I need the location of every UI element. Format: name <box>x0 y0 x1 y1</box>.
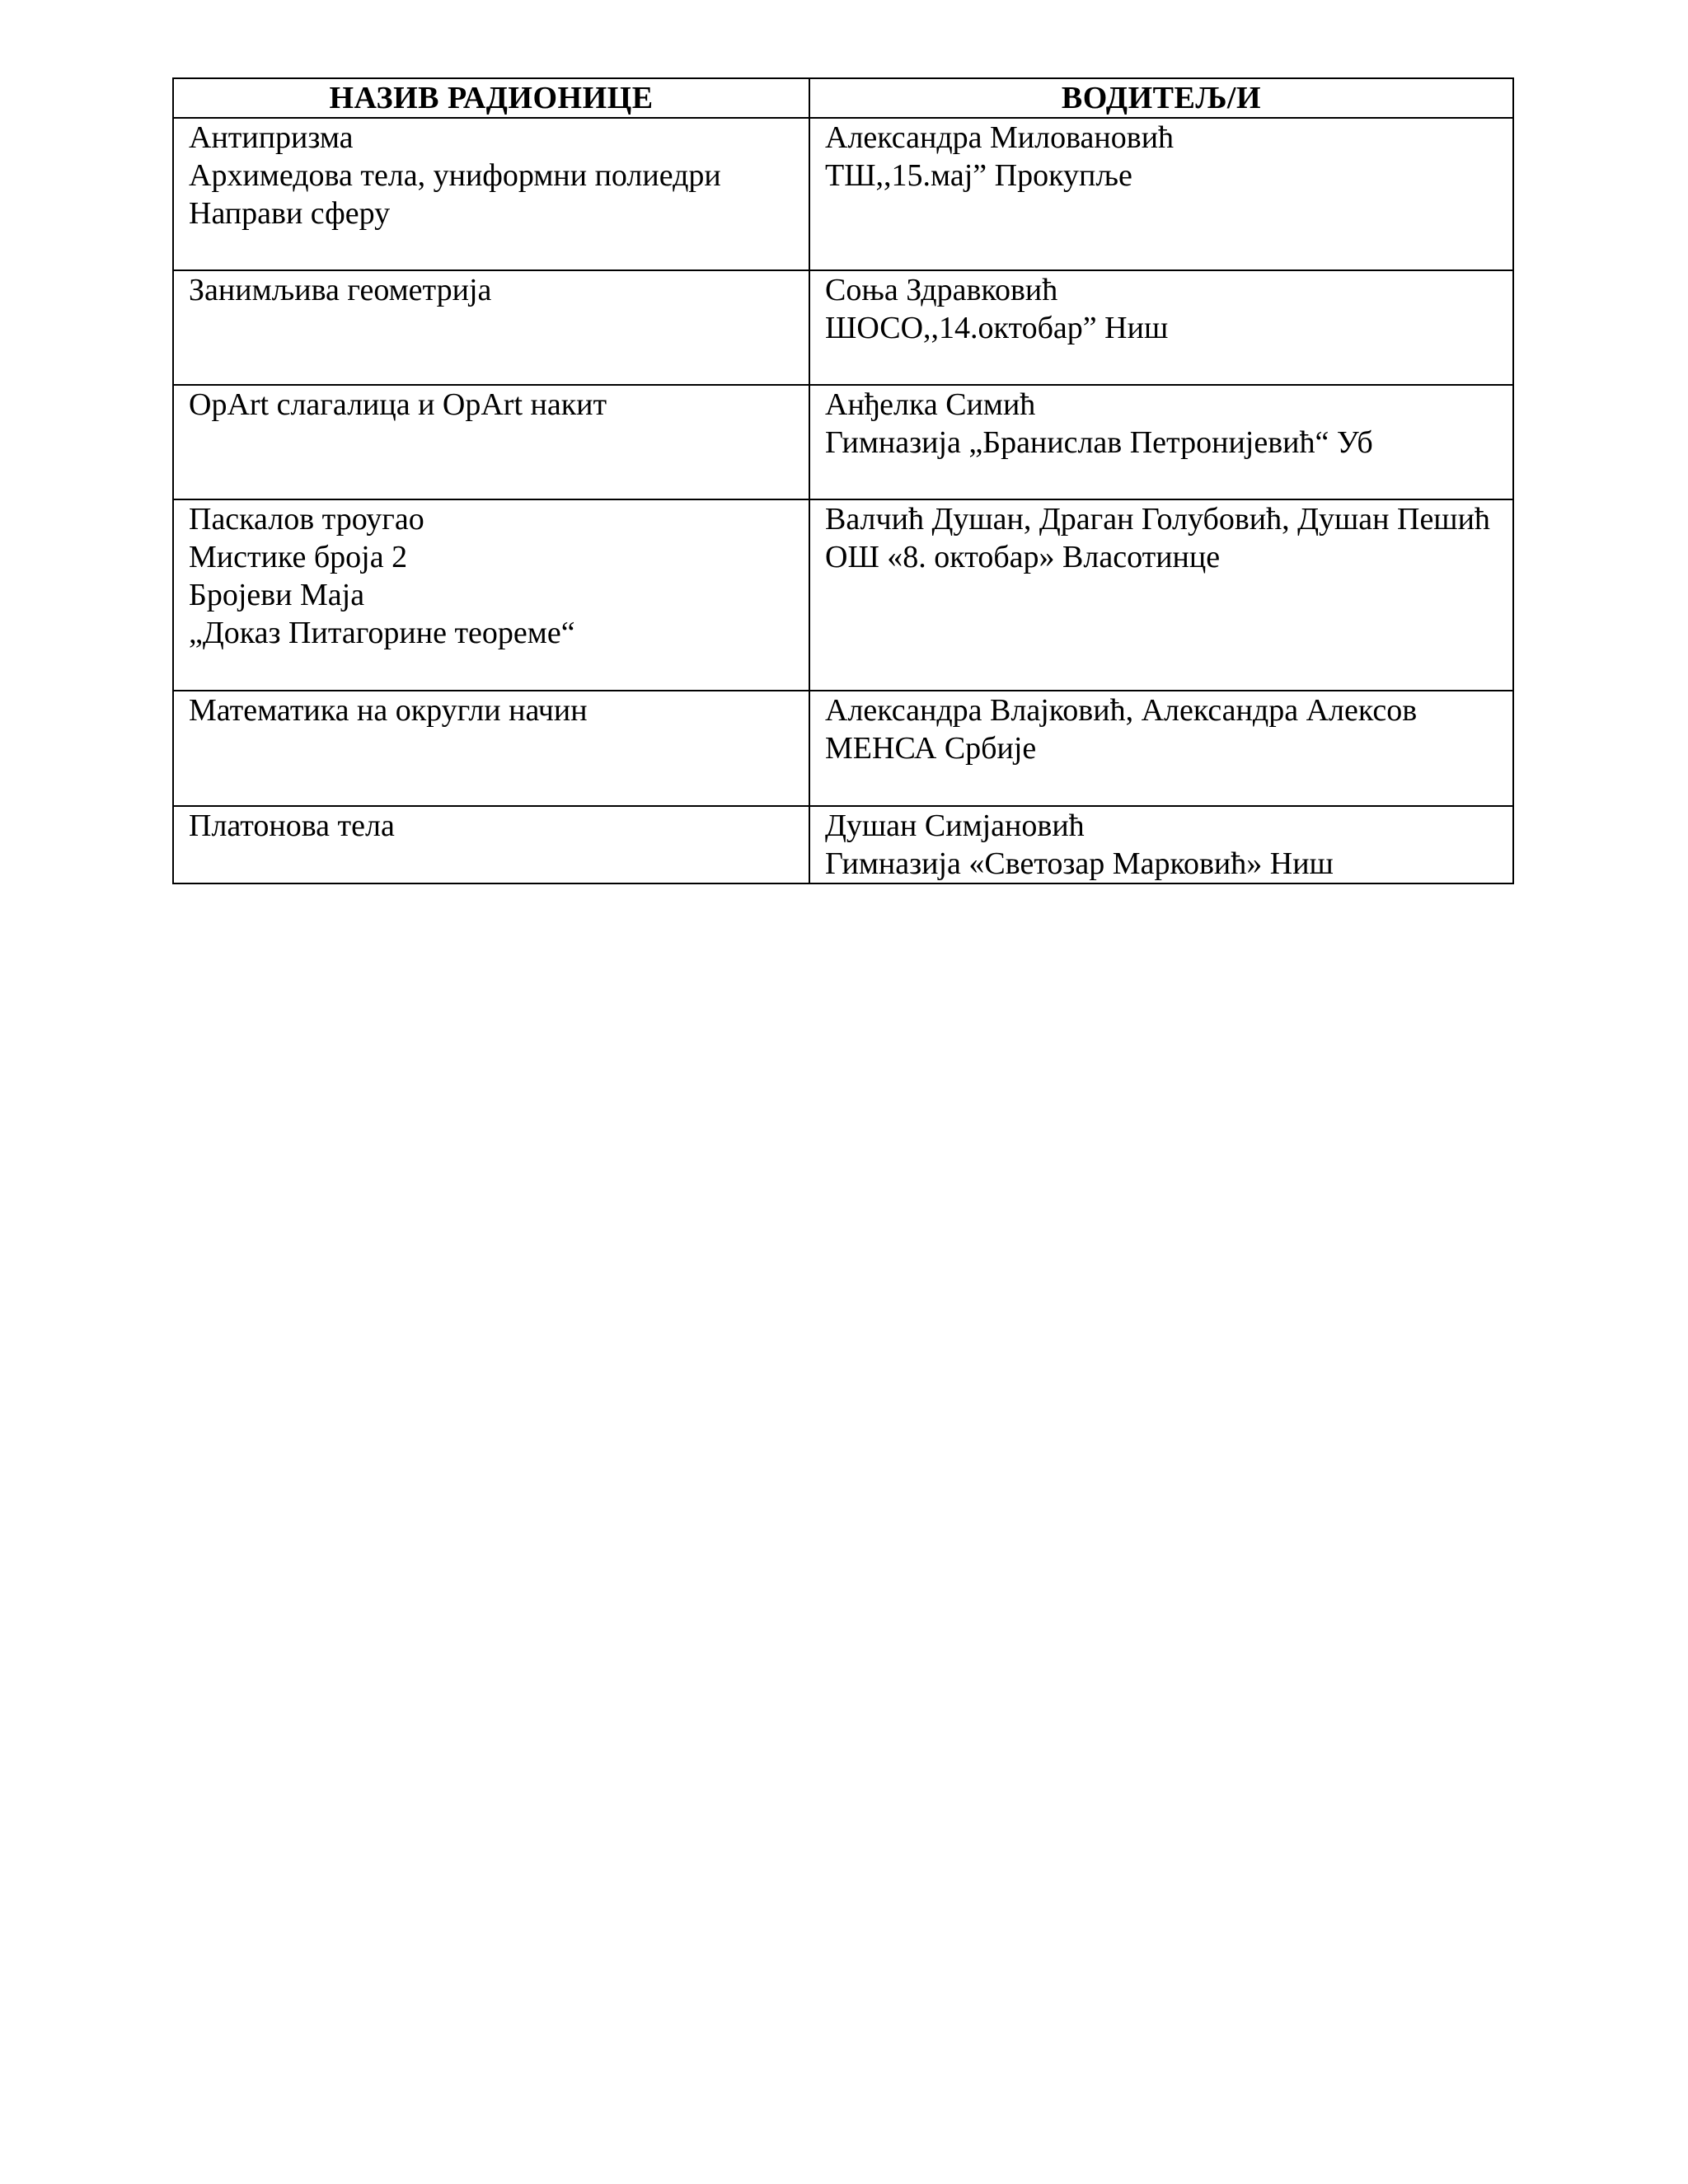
leader-name: Душан Симјановић <box>825 808 1085 843</box>
table-row <box>173 118 1513 270</box>
workshop-cell <box>173 499 809 691</box>
leader-institution: ШОСО,,14.октобар” Ниш <box>825 311 1169 345</box>
leaders-cell <box>809 499 1513 691</box>
workshop-title: Направи сферу <box>189 196 391 231</box>
workshop-title: Платонова тела <box>189 808 395 843</box>
header-workshop-name: НАЗИВ РАДИОНИЦЕ <box>173 78 809 118</box>
table-header-row <box>173 78 1513 118</box>
leaders-cell <box>809 118 1513 270</box>
leader-name: Анђелка Симић <box>825 387 1036 422</box>
workshop-title: Антипризма <box>189 120 354 155</box>
table-row <box>173 499 1513 691</box>
leader-name: Александра Миловановић <box>825 120 1175 155</box>
header-leaders: ВОДИТЕЉ/И <box>809 78 1513 118</box>
leader-institution: Гимназија „Бранислав Петронијевић“ Уб <box>825 425 1373 460</box>
leader-institution: МЕНСА Србије <box>825 731 1037 766</box>
leaders-cell <box>809 270 1513 385</box>
leader-institution: ТШ,,15.мај” Прокупље <box>825 158 1132 193</box>
workshop-title: OpArt слагалица и OpArt накит <box>189 387 607 422</box>
workshop-title: „Доказ Питагорине теореме“ <box>189 616 575 650</box>
leaders-cell <box>809 385 1513 499</box>
table-row <box>173 691 1513 806</box>
workshop-title: Паскалов троугао <box>189 502 424 537</box>
workshops-table <box>172 77 1514 884</box>
table-row <box>173 270 1513 385</box>
leaders-cell <box>809 691 1513 806</box>
table-row <box>173 385 1513 499</box>
workshop-title: Бројеви Маја <box>189 578 365 612</box>
leader-names: Александра Влајковић, Александра Алексов <box>825 693 1418 728</box>
workshop-cell <box>173 691 809 806</box>
leader-names: Валчић Душан, Драган Голубовић, Душан Пешић <box>825 502 1490 537</box>
leader-institution: ОШ «8. октобар» Власотинце <box>825 540 1221 574</box>
workshop-cell <box>173 118 809 270</box>
workshop-title: Мистике броја 2 <box>189 540 408 574</box>
workshop-cell <box>173 806 809 883</box>
workshop-cell <box>173 270 809 385</box>
table-row <box>173 806 1513 883</box>
workshop-title: Архимедова тела, униформни полиедри <box>189 158 721 193</box>
leaders-cell <box>809 806 1513 883</box>
workshop-title: Занимљива геометрија <box>189 273 492 307</box>
workshop-cell <box>173 385 809 499</box>
workshop-title: Математика на округли начин <box>189 693 588 728</box>
leader-name: Соња Здравковић <box>825 273 1058 307</box>
leader-institution: Гимназија «Светозар Марковић» Ниш <box>825 846 1334 881</box>
